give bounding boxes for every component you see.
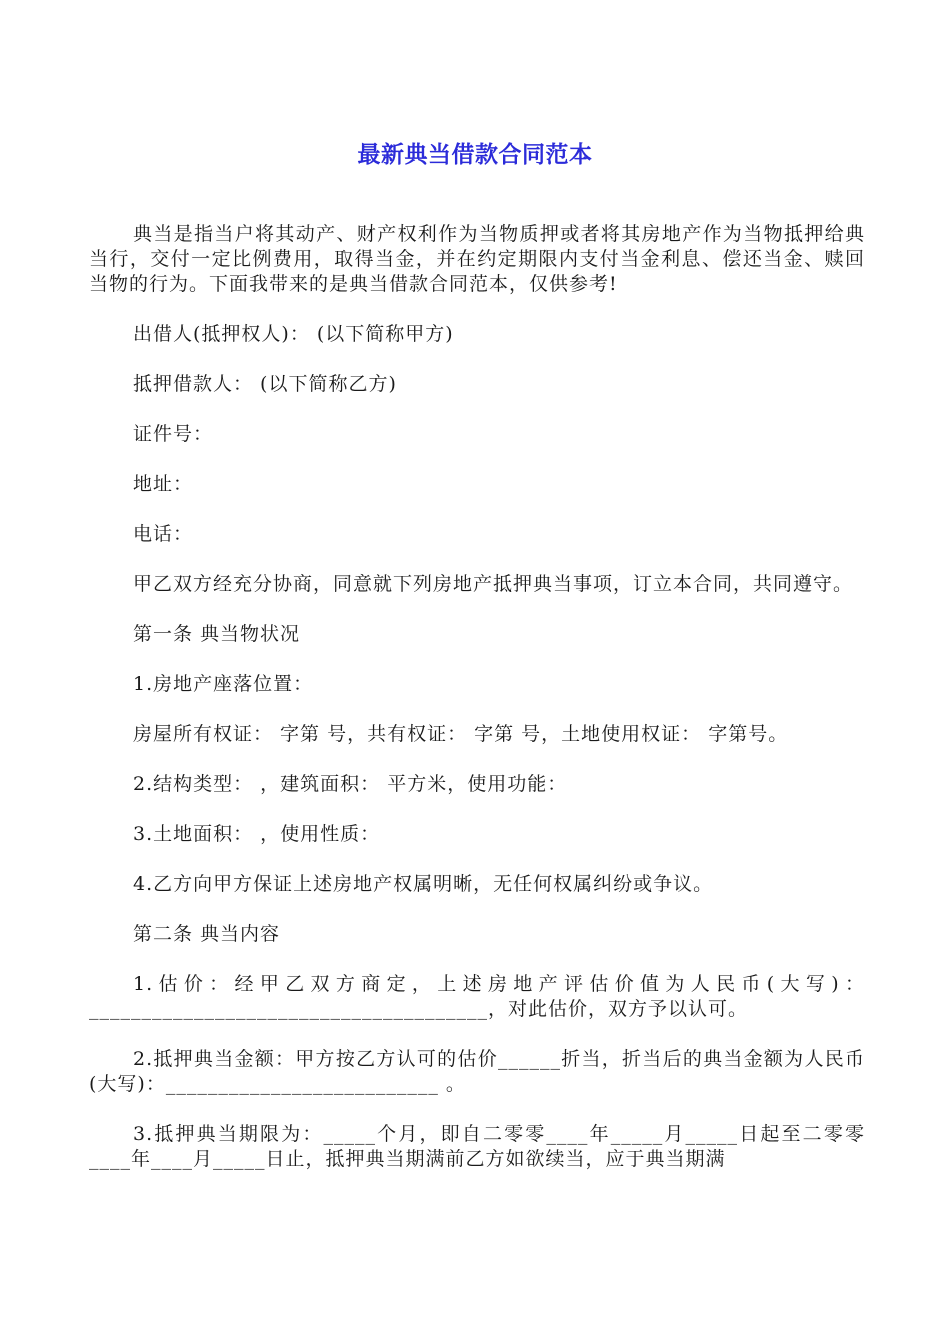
paragraph-phone: 电话： — [133, 523, 194, 545]
paragraph-pawn-amount: 2.抵押典当金额：甲方按乙方认可的估价______折当，折当后的典当金额为人民币(大写)：__________________________ 。 — [89, 1048, 865, 1095]
paragraph-id-number: 证件号： — [133, 423, 214, 445]
document-body — [89, 222, 865, 1197]
paragraph-guarantee: 4.乙方向甲方保证上述房地产权属明晰，无任何权属纠纷或争议。 — [133, 873, 714, 895]
article-2-heading: 第二条 典当内容 — [133, 923, 281, 945]
paragraph-borrower: 抵押借款人： (以下简称乙方) — [133, 373, 397, 395]
paragraph-valuation: 1.估价：经甲乙双方商定，上述房地产评估价值为人民币(大写)：______________________________________，对此估价，双方予以认可。 — [89, 973, 865, 1020]
article-1-heading: 第一条 典当物状况 — [133, 623, 301, 645]
paragraph-structure: 2.结构类型： ，建筑面积： 平方米，使用功能： — [133, 773, 568, 795]
paragraph-land-area: 3.土地面积： ，使用性质： — [133, 823, 381, 845]
document-title: 最新典当借款合同范本 — [357, 142, 593, 168]
paragraph-address: 地址： — [133, 473, 194, 495]
paragraph-intro: 典当是指当户将其动产、财产权利作为当物质押或者将其房地产作为当物抵押给典当行，交付一定比例费用，取得当金，并在约定期限内支付当金利息、偿还当金、赎回当物的行为。下面我带来的是典当借款合同范本，仅供参考! — [89, 223, 865, 295]
paragraph-certificates: 房屋所有权证： 字第 号，共有权证： 字第 号，土地使用权证： 字第号。 — [133, 723, 789, 745]
paragraph-pawn-term: 3.抵押典当期限为：_____个月，即自二零零____年_____月_____日起至二零零____年____月_____日止，抵押典当期满前乙方如欲续当，应于典当期满 — [89, 1123, 865, 1170]
paragraph-location: 1.房地产座落位置： — [133, 673, 314, 695]
paragraph-lender: 出借人(抵押权人)： (以下简称甲方) — [133, 323, 454, 345]
paragraph-agreement: 甲乙双方经充分协商，同意就下列房地产抵押典当事项，订立本合同，共同遵守。 — [133, 573, 854, 595]
